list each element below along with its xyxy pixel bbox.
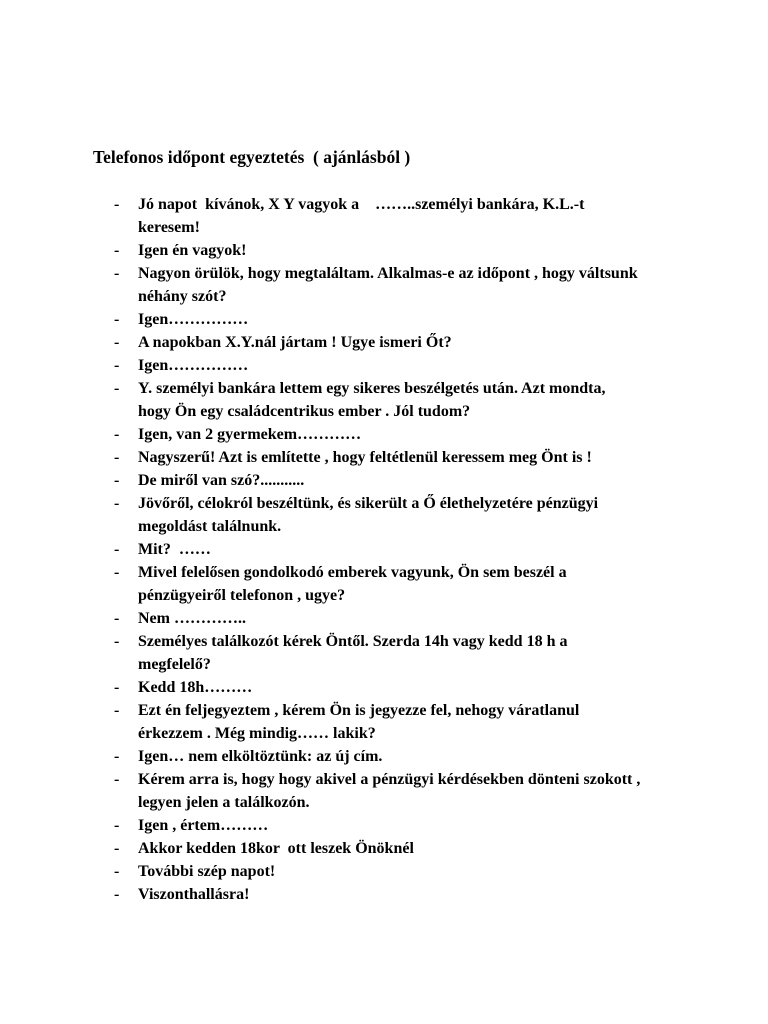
dialogue-line [0,262,768,308]
dialogue-line [0,699,768,745]
dialogue-line-text: Nem ………….. [138,610,246,627]
dialogue-line-text: Igen , értem……… [138,817,269,834]
bullet-dash: - [114,242,120,259]
bullet-dash: - [114,702,120,719]
bullet-dash: - [114,472,120,489]
dialogue-line [0,607,768,630]
dialogue-line-text: Igen, van 2 gyermekem………… [138,426,362,443]
dialogue-line-text: A napokban X.Y.nál jártam ! Ugye ismeri Őt? [138,334,452,351]
dialogue-line [0,239,768,262]
dialogue-line-text: Jó napot kívánok, X Y vagyok a ……..személyi bankára, K.L.-t keresem! [138,196,585,236]
dialogue-line [0,630,768,676]
dialogue-line-text: Igen én vagyok! [138,242,247,259]
dialogue-line [0,561,768,607]
bullet-dash: - [114,771,120,788]
dialogue-line-text: Akkor kedden 18kor ott leszek Önöknél [138,840,414,857]
dialogue-line-text: Személyes találkozót kérek Öntől. Szerda 14h vagy kedd 18 h a megfelelő? [138,633,568,673]
bullet-dash: - [114,357,120,374]
bullet-dash: - [114,196,120,213]
bullet-dash: - [114,564,120,581]
dialogue-line-text: Igen…………… [138,357,249,374]
dialogue-line [0,377,768,423]
dialogue-line [0,837,768,860]
bullet-dash: - [114,633,120,650]
dialogue-line [0,193,768,239]
bullet-dash: - [114,748,120,765]
bullet-dash: - [114,334,120,351]
dialogue-line [0,331,768,354]
dialogue-line-text: Kedd 18h……… [138,679,253,696]
bullet-dash: - [114,863,120,880]
dialogue-line-text: További szép napot! [138,863,276,880]
bullet-dash: - [114,886,120,903]
dialogue-line-text: Nagyszerű! Azt is említette , hogy feltétlenül keressem meg Önt is ! [138,449,592,466]
dialogue-line [0,883,768,906]
bullet-dash: - [114,817,120,834]
dialogue-line-text: Kérem arra is, hogy hogy akivel a pénzügyi kérdésekben dönteni szokott , legyen jelen a találkozón. [138,771,641,811]
dialogue-line [0,308,768,331]
bullet-dash: - [114,840,120,857]
bullet-dash: - [114,495,120,512]
dialogue-line [0,538,768,561]
dialogue-line-text: Igen… nem elköltöztünk: az új cím. [138,748,383,765]
dialogue-line [0,492,768,538]
dialogue-line [0,860,768,883]
dialogue-line-text: Y. személyi bankára lettem egy sikeres beszélgetés után. Azt mondta, hogy Ön egy családcentrikus ember . Jól tudom? [138,380,606,420]
dialogue-line-text: Viszonthallásra! [138,886,250,903]
dialogue-line-text: Ezt én feljegyeztem , kérem Ön is jegyezze fel, nehogy váratlanul érkezzem . Még mindig…… lakik? [138,702,580,742]
bullet-dash: - [114,541,120,558]
bullet-dash: - [114,449,120,466]
dialogue-line [0,768,768,814]
dialogue-line-text: Mivel felelősen gondolkodó emberek vagyunk, Ön sem beszél a pénzügyeiről telefonon , ugye? [138,564,567,604]
bullet-dash: - [114,426,120,443]
bullet-dash: - [114,610,120,627]
dialogue-line-text: Nagyon örülök, hogy megtaláltam. Alkalmas-e az időpont , hogy váltsunk néhány szót? [138,265,638,305]
dialogue-line [0,469,768,492]
dialogue-line [0,354,768,377]
dialogue-line-text: De miről van szó?........... [138,472,305,489]
dialogue-line [0,745,768,768]
dialogue-line [0,676,768,699]
bullet-dash: - [114,380,120,397]
dialogue-line [0,423,768,446]
dialogue-line-text: Jövőről, célokról beszéltünk, és sikerült a Ő élethelyzetére pénzügyi megoldást találnunk. [138,495,599,535]
dialogue-line-text: Mit? …… [138,541,211,558]
bullet-dash: - [114,311,120,328]
bullet-dash: - [114,265,120,282]
dialogue-line [0,446,768,469]
dialogue-line [0,814,768,837]
document-title: Telefonos időpont egyeztetés ( ajánlásból ) [93,147,411,167]
dialogue-list [0,193,768,906]
dialogue-line-text: Igen…………… [138,311,249,328]
bullet-dash: - [114,679,120,696]
